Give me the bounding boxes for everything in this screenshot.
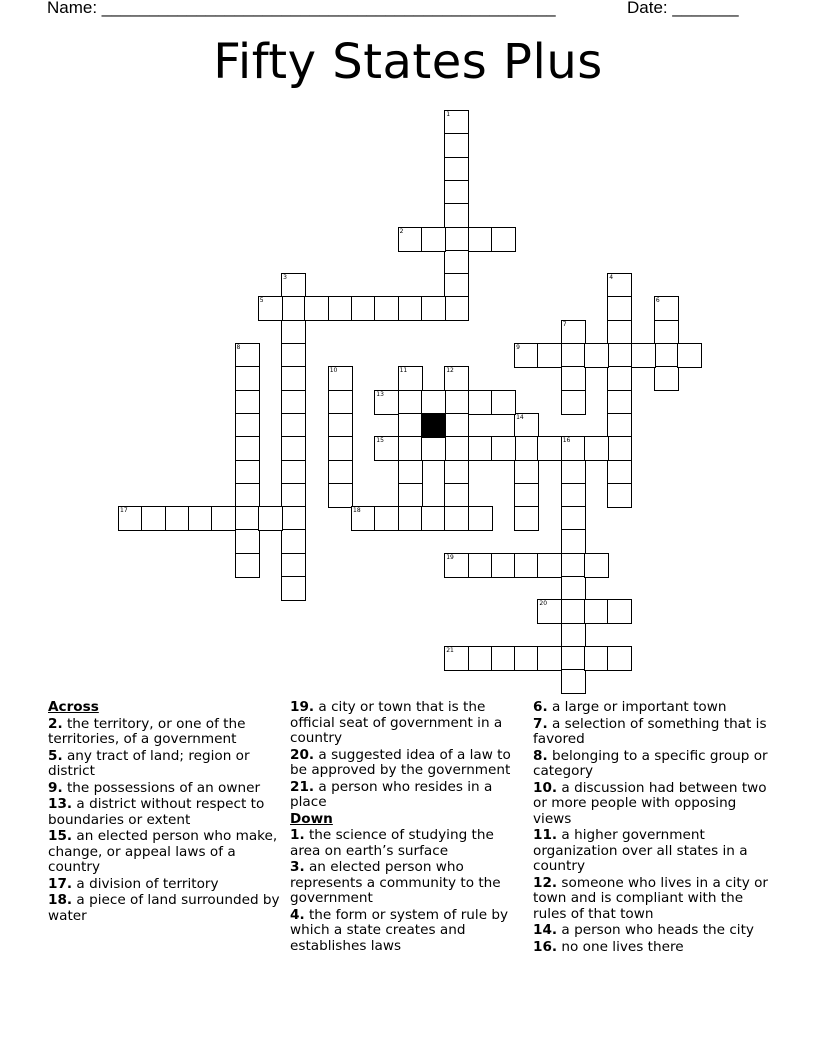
down-clue: 4. the form or system of rule by which a state creates and establishes laws <box>290 906 509 954</box>
down-clue: 1. the science of studying the area on earth’s surface <box>290 827 494 859</box>
grid-cell[interactable] <box>607 366 632 391</box>
grid-cell[interactable] <box>514 436 539 461</box>
grid-cell[interactable] <box>281 506 306 531</box>
grid-cell[interactable] <box>537 646 562 671</box>
grid-cell[interactable] <box>281 529 306 554</box>
grid-cell[interactable] <box>444 250 469 275</box>
grid-cell[interactable] <box>328 366 353 391</box>
grid-cell[interactable] <box>444 133 469 158</box>
grid-cell[interactable] <box>444 436 469 461</box>
grid-cell[interactable] <box>235 553 260 578</box>
grid-cell[interactable] <box>537 553 562 578</box>
grid-cell[interactable] <box>165 506 190 531</box>
clue-number: 6 <box>655 297 660 305</box>
grid-cell[interactable] <box>514 646 539 671</box>
clue-number: 20 <box>539 600 548 608</box>
grid-cell[interactable] <box>258 296 283 321</box>
grid-cell[interactable] <box>281 436 306 461</box>
grid-cell[interactable] <box>444 273 469 298</box>
grid-cell[interactable] <box>654 366 679 391</box>
grid-cell[interactable] <box>398 366 423 391</box>
grid-cell[interactable] <box>444 157 469 182</box>
grid-cell[interactable] <box>444 506 469 531</box>
across-clue: 19. a city or town that is the official seat of government in a country <box>290 699 503 746</box>
grid-cell[interactable] <box>351 296 376 321</box>
clue-number: 17 <box>120 507 128 515</box>
grid-cell[interactable] <box>374 390 399 415</box>
grid-cell[interactable] <box>281 366 306 391</box>
grid-cell[interactable] <box>561 553 586 578</box>
grid-cell[interactable] <box>141 506 166 531</box>
grid-cell[interactable] <box>468 390 493 415</box>
grid-cell[interactable] <box>561 460 586 485</box>
grid-cell[interactable] <box>607 390 632 415</box>
date-field[interactable]: Date: _______ <box>627 0 739 17</box>
grid-cell[interactable] <box>235 343 260 368</box>
grid-cell[interactable] <box>235 390 260 415</box>
across-clue: 5. any tract of land; region or district <box>48 747 250 779</box>
clue-number: 8 <box>236 344 241 351</box>
grid-cell[interactable] <box>654 320 679 345</box>
grid-cell[interactable] <box>584 436 609 461</box>
grid-cell[interactable] <box>235 460 260 485</box>
clue-column-1 <box>48 700 284 925</box>
down-heading: Down <box>290 810 333 827</box>
grid-cell[interactable] <box>607 413 632 438</box>
grid-cell[interactable] <box>607 436 632 461</box>
grid-cell[interactable] <box>328 413 353 438</box>
down-clue: 10. a discussion had between two or more people with opposing views <box>533 779 767 827</box>
name-field[interactable]: Name: ________________________________________________ <box>47 0 556 17</box>
grid-cell[interactable] <box>444 110 469 135</box>
down-clue: 12. someone who lives in a city or town and is compliant with the rules of that town <box>533 874 768 922</box>
grid-cell[interactable] <box>398 436 423 461</box>
grid-cell[interactable] <box>537 599 562 624</box>
grid-cell[interactable] <box>235 436 260 461</box>
grid-cell[interactable] <box>584 599 609 624</box>
across-clue: 13. a district without respect to boundaries or extent <box>48 796 265 828</box>
grid-cell[interactable] <box>398 460 423 485</box>
across-clue: 21. a person who resides in a place <box>290 778 493 810</box>
down-clue: 8. belonging to a specific group or category <box>533 747 768 779</box>
grid-cell[interactable] <box>281 390 306 415</box>
down-clue: 16. no one lives there <box>533 938 684 955</box>
grid-cell[interactable] <box>281 320 306 345</box>
grid-cell[interactable] <box>514 506 539 531</box>
grid-cell[interactable] <box>514 343 539 368</box>
grid-cell[interactable] <box>561 623 586 648</box>
clue-number: 13 <box>376 390 384 398</box>
clue-number: 14 <box>516 413 524 421</box>
grid-cell[interactable] <box>281 343 306 368</box>
grid-cell[interactable] <box>584 646 609 671</box>
grid-cell[interactable] <box>561 390 586 415</box>
grid-cell[interactable] <box>281 553 306 578</box>
clue-number: 11 <box>399 367 408 375</box>
down-clue: 6. a large or important town <box>533 699 727 715</box>
grid-cell[interactable] <box>561 436 586 461</box>
clue-number: 15 <box>376 437 384 445</box>
grid-cell[interactable] <box>561 483 586 508</box>
clue-number: 19 <box>446 553 454 561</box>
grid-cell[interactable] <box>235 529 260 554</box>
grid-cell[interactable] <box>421 436 446 461</box>
grid-cell[interactable] <box>561 529 586 554</box>
grid-cell[interactable] <box>607 320 632 345</box>
grid-cell[interactable] <box>444 296 469 321</box>
grid-cell[interactable] <box>607 483 632 508</box>
across-clue: 9. the possessions of an owner <box>48 779 261 796</box>
grid-cell[interactable] <box>398 413 423 438</box>
grid-cell[interactable] <box>444 553 469 578</box>
down-clue: 14. a person who heads the city <box>533 922 754 938</box>
grid-cell[interactable] <box>561 320 586 345</box>
grid-cell[interactable] <box>444 227 469 252</box>
grid-cell[interactable] <box>561 506 586 531</box>
grid-cell[interactable] <box>421 506 446 531</box>
grid-cell[interactable] <box>211 506 236 531</box>
page-title: Fifty States Plus <box>213 34 603 90</box>
grid-cell[interactable] <box>561 576 586 601</box>
across-clue: 15. an elected person who make, change, or appeal laws of a country <box>48 828 278 875</box>
grid-cell[interactable] <box>374 436 399 461</box>
black-square <box>421 413 446 438</box>
grid-cell[interactable] <box>398 296 423 321</box>
clue-column-2 <box>290 700 522 955</box>
clue-number: 2 <box>399 227 404 235</box>
grid-cell[interactable] <box>654 296 679 321</box>
grid-cell[interactable] <box>328 436 353 461</box>
clue-number: 21 <box>446 646 454 654</box>
grid-cell[interactable] <box>281 273 306 298</box>
grid-cell[interactable] <box>491 553 516 578</box>
grid-cell[interactable] <box>514 553 539 578</box>
grid-cell[interactable] <box>235 413 260 438</box>
grid-cell[interactable] <box>444 390 469 415</box>
grid-cell[interactable] <box>444 460 469 485</box>
grid-cell[interactable] <box>118 506 143 531</box>
clue-number: 10 <box>329 367 338 375</box>
grid-cell[interactable] <box>491 646 516 671</box>
across-clue: 20. a suggested idea of a law to be approved by the government <box>290 746 511 778</box>
grid-cell[interactable] <box>607 646 632 671</box>
grid-cell[interactable] <box>514 460 539 485</box>
grid-cell[interactable] <box>607 296 632 321</box>
clue-number: 5 <box>259 297 264 305</box>
grid-cell[interactable] <box>374 506 399 531</box>
clue-column-3 <box>533 700 773 956</box>
grid-cell[interactable] <box>607 343 632 368</box>
grid-cell[interactable] <box>398 390 423 415</box>
down-clue: 11. a higher government organization over all states in a country <box>533 827 748 874</box>
grid-cell[interactable] <box>421 296 446 321</box>
grid-cell[interactable] <box>654 343 679 368</box>
grid-cell[interactable] <box>584 553 609 578</box>
grid-cell[interactable] <box>444 180 469 205</box>
grid-cell[interactable] <box>491 227 516 252</box>
clue-number: 3 <box>283 274 287 282</box>
grid-cell[interactable] <box>677 343 702 368</box>
grid-cell[interactable] <box>328 483 353 508</box>
grid-cell[interactable] <box>281 296 306 321</box>
down-clue: 7. a selection of something that is favored <box>533 715 767 747</box>
grid-cell[interactable] <box>514 413 539 438</box>
grid-cell[interactable] <box>444 646 469 671</box>
grid-cell[interactable] <box>258 506 283 531</box>
grid-cell[interactable] <box>468 227 493 252</box>
grid-cell[interactable] <box>607 273 632 298</box>
grid-cell[interactable] <box>281 413 306 438</box>
grid-cell[interactable] <box>537 343 562 368</box>
grid-cell[interactable] <box>235 366 260 391</box>
grid-cell[interactable] <box>281 483 306 508</box>
grid-cell[interactable] <box>491 436 516 461</box>
grid-cell[interactable] <box>607 460 632 485</box>
clue-number: 9 <box>516 344 520 351</box>
grid-cell[interactable] <box>561 669 586 694</box>
grid-cell[interactable] <box>444 366 469 391</box>
across-clue: 2. the territory, or one of the territories, of a government <box>48 715 246 747</box>
grid-cell[interactable] <box>468 646 493 671</box>
grid-cell[interactable] <box>398 506 423 531</box>
grid-cell[interactable] <box>584 343 609 368</box>
grid-cell[interactable] <box>328 460 353 485</box>
grid-cell[interactable] <box>537 436 562 461</box>
clue-number: 16 <box>562 437 571 445</box>
grid-cell[interactable] <box>398 483 423 508</box>
grid-cell[interactable] <box>491 390 516 415</box>
grid-cell[interactable] <box>351 506 376 531</box>
grid-cell[interactable] <box>468 553 493 578</box>
grid-cell[interactable] <box>561 343 586 368</box>
grid-cell[interactable] <box>631 343 656 368</box>
grid-cell[interactable] <box>374 296 399 321</box>
grid-cell[interactable] <box>235 506 260 531</box>
grid-cell[interactable] <box>398 227 423 252</box>
grid-cell[interactable] <box>421 227 446 252</box>
across-clue: 18. a piece of land surrounded by water <box>48 892 280 924</box>
grid-cell[interactable] <box>188 506 213 531</box>
clue-number: 18 <box>353 507 361 515</box>
grid-cell[interactable] <box>444 203 469 228</box>
grid-cell[interactable] <box>281 460 306 485</box>
grid-cell[interactable] <box>444 483 469 508</box>
down-clue: 3. an elected person who represents a community to the government <box>290 859 501 906</box>
grid-cell[interactable] <box>235 483 260 508</box>
clue-number: 1 <box>446 111 451 118</box>
clue-number: 7 <box>562 320 567 328</box>
grid-cell[interactable] <box>328 296 353 321</box>
grid-cell[interactable] <box>561 646 586 671</box>
grid-cell[interactable] <box>281 576 306 601</box>
grid-cell[interactable] <box>468 506 493 531</box>
across-clue: 17. a division of territory <box>48 875 219 892</box>
grid-cell[interactable] <box>468 436 493 461</box>
grid-cell[interactable] <box>607 599 632 624</box>
grid-cell[interactable] <box>304 296 329 321</box>
grid-cell[interactable] <box>561 366 586 391</box>
grid-cell[interactable] <box>514 483 539 508</box>
clue-number: 12 <box>446 367 454 375</box>
grid-cell[interactable] <box>444 413 469 438</box>
grid-cell[interactable] <box>421 390 446 415</box>
clue-number: 4 <box>609 274 614 282</box>
across-heading: Across <box>48 699 99 715</box>
grid-cell[interactable] <box>328 390 353 415</box>
grid-cell[interactable] <box>561 599 586 624</box>
